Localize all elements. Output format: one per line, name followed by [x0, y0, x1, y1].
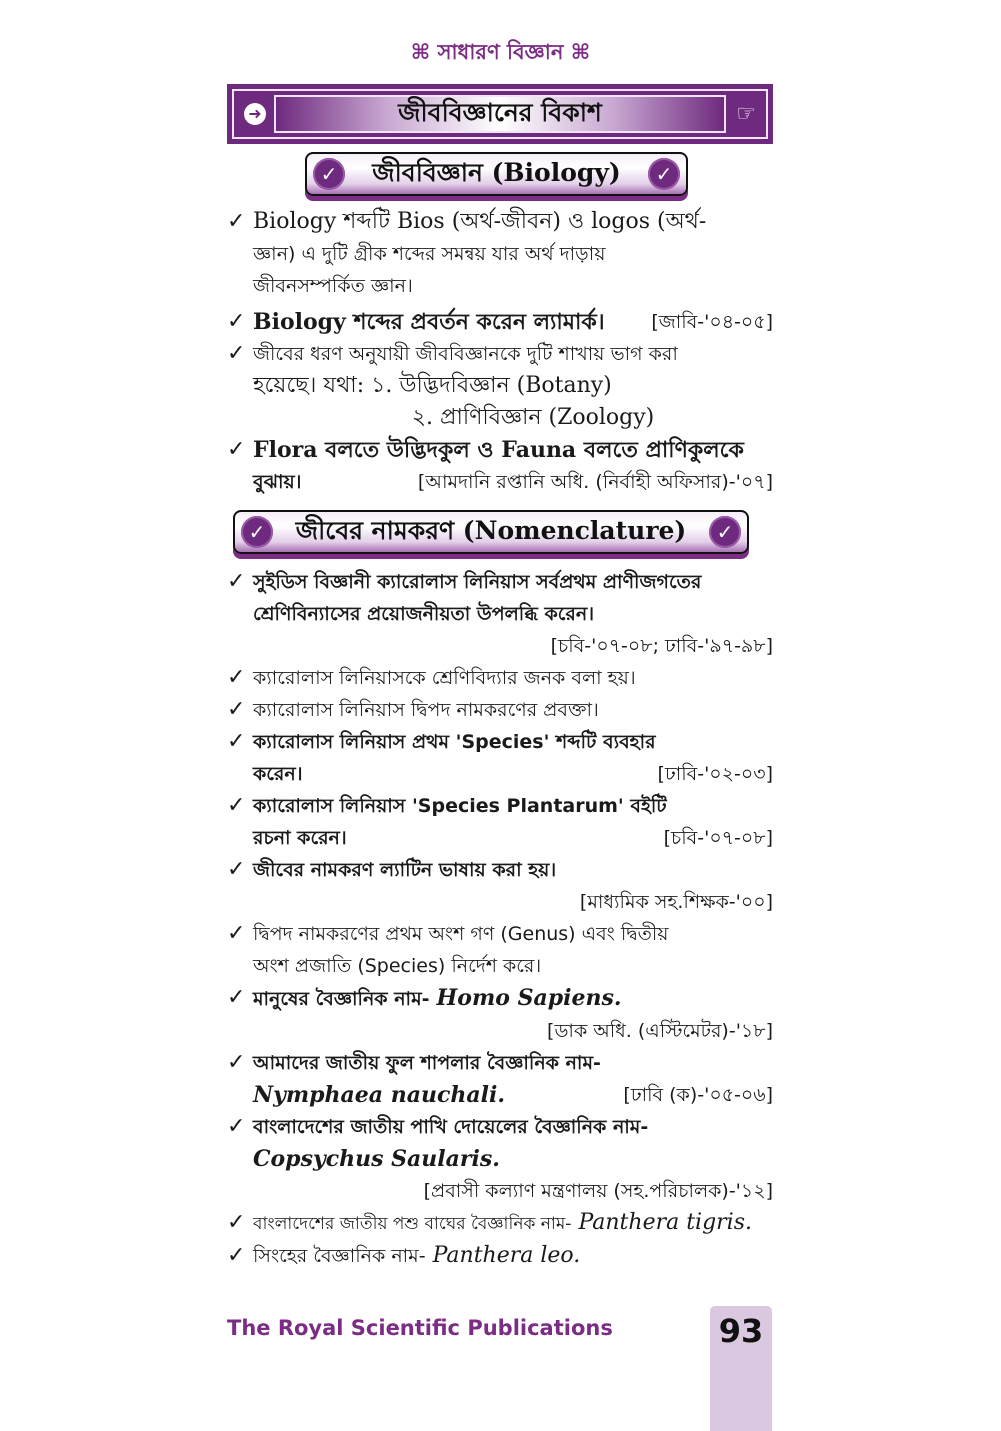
item-line: ক্যারোলাস লিনিয়াস প্রথম 'Species' শব্দটি ব্যবহার [253, 731, 656, 753]
exam-reference: [প্রবাসী কল্যাণ মন্ত্রণালয় (সহ.পরিচালক)-'১২] [423, 1180, 773, 1202]
check-icon: ✓ [227, 1114, 246, 1139]
chapter-title-box [274, 95, 726, 133]
item-line: Flora বলতে উদ্ভিদকুল ও Fauna বলতে প্রাণিকুলকে [253, 437, 744, 463]
check-icon: ✓ [227, 857, 246, 882]
list-item [227, 662, 773, 694]
item-line: জীবনসম্পর্কিত জ্ঞান। [253, 275, 413, 297]
banner-frame [232, 89, 768, 139]
list-item [227, 854, 773, 918]
item-line: জ্ঞান) এ দুটি গ্রীক শব্দের সমন্বয় যার অর্থ দাড়ায় [253, 243, 606, 265]
list-item [227, 338, 773, 434]
check-icon: ✓ [227, 697, 246, 722]
check-icon: ✓ [227, 665, 246, 690]
check-icon: ✓ [227, 1050, 246, 1075]
list-item [227, 982, 773, 1047]
arrow-circle-right-icon: ➜ [244, 103, 266, 125]
item-text: ক্যারোলাস লিনিয়াসকে শ্রেণিবিদ্যার জনক বলা হয়। [253, 667, 636, 689]
item-line: অংশ প্রজাতি (Species) নির্দেশ করে। [253, 955, 542, 977]
item-line: দ্বিপদ নামকরণের প্রথম অংশ গণ (Genus) এবং দ্বিতীয় [253, 923, 669, 945]
scientific-name: Nymphaea nauchali. [253, 1082, 505, 1108]
item-text: বাংলাদেশের জাতীয় পাখি দোয়েলের বৈজ্ঞানিক নাম- [253, 1116, 649, 1138]
list-item [227, 790, 773, 854]
exam-reference: [জাবি-'০৪-০৫] [651, 311, 773, 333]
section-nomenclature-content [227, 566, 773, 1272]
list-item [227, 1111, 773, 1207]
item-line: Biology শব্দটি Bios (অর্থ-জীবন) ও logos (অর্থ- [253, 209, 707, 234]
check-icon: ✓ [227, 793, 246, 818]
exam-reference: [মাধ্যমিক সহ.শিক্ষক-'০০] [579, 891, 773, 913]
item-line: বুঝায়। [253, 471, 302, 493]
exam-reference: [ডাক অধি. (এস্টিমেটর)-'১৮] [547, 1020, 773, 1042]
check-icon: ✓ [227, 341, 246, 366]
list-item [227, 918, 773, 982]
page-number-tab [710, 1306, 772, 1431]
check-circle-icon: ✓ [241, 516, 273, 548]
check-icon: ✓ [227, 985, 246, 1010]
item-line: সুইডিস বিজ্ঞানী ক্যারোলাস লিনিয়াস সর্বপ্রথম প্রাণীজগতের [253, 571, 702, 593]
scientific-name: Homo Sapiens. [436, 985, 622, 1011]
scientific-name: Panthera leo. [432, 1243, 581, 1268]
check-icon: ✓ [227, 1210, 246, 1235]
scientific-name: Panthera tigris. [578, 1210, 753, 1235]
item-text: জীবের নামকরণ ল্যাটিন ভাষায় করা হয়। [253, 859, 557, 881]
check-circle-icon: ✓ [648, 158, 680, 190]
item-line: ২. প্রাণিবিজ্ঞান (Zoology) [411, 405, 655, 430]
section-biology-content [227, 206, 773, 498]
check-circle-icon: ✓ [313, 158, 345, 190]
exam-reference: [চবি-'০৭-০৮; ঢাবি-'৯৭-৯৮] [550, 635, 773, 657]
exam-reference: [ঢাবি-'০২-০৩] [657, 763, 773, 785]
item-line: ক্যারোলাস লিনিয়াস 'Species Plantarum' বইটি [253, 795, 667, 817]
running-head: ⌘ সাধারণ বিজ্ঞান ⌘ [410, 40, 591, 64]
section-header-biology [305, 152, 688, 196]
item-text: বাংলাদেশের জাতীয় পশু বাঘের বৈজ্ঞানিক নাম- [253, 1214, 572, 1234]
check-icon: ✓ [227, 309, 246, 334]
check-icon: ✓ [227, 921, 246, 946]
check-icon: ✓ [227, 569, 246, 594]
section-heading: জীববিজ্ঞান (Biology) [372, 157, 621, 187]
list-item [227, 1240, 773, 1272]
chapter-banner [227, 84, 773, 144]
hand-pointer-right-icon: ☞ [736, 101, 756, 127]
exam-reference: [আমদানি রপ্তানি অধি. (নির্বাহী অফিসার)-'০৭] [417, 471, 773, 493]
publisher-name: The Royal Scientific Publications [227, 1316, 613, 1340]
list-item [227, 726, 773, 790]
check-icon: ✓ [227, 1243, 246, 1268]
check-icon: ✓ [227, 437, 246, 462]
item-line: জীবের ধরণ অনুযায়ী জীববিজ্ঞানকে দুটি শাখায় ভাগ করা [253, 343, 678, 365]
list-item [227, 206, 773, 302]
list-item [227, 1047, 773, 1111]
item-text: ক্যারোলাস লিনিয়াস দ্বিপদ নামকরণের প্রবক্তা। [253, 699, 599, 721]
section-heading: জীবের নামকরণ (Nomenclature) [295, 515, 687, 545]
exam-reference: [চবি-'০৭-০৮] [663, 827, 773, 849]
item-text: Biology শব্দের প্রবর্তন করেন ল্যামার্ক। [253, 309, 605, 335]
item-text: আমাদের জাতীয় ফুল শাপলার বৈজ্ঞানিক নাম- [253, 1052, 601, 1074]
item-line: হয়েছে। যথা: ১. উদ্ভিদবিজ্ঞান (Botany) [253, 373, 612, 398]
list-item [227, 694, 773, 726]
list-item [227, 566, 773, 662]
exam-reference: [ঢাবি (ক)-'০৫-০৬] [623, 1084, 773, 1106]
item-line: করেন। [253, 763, 303, 785]
item-text: মানুষের বৈজ্ঞানিক নাম- [253, 988, 430, 1010]
section-header-nomenclature [233, 510, 749, 554]
list-item [227, 306, 773, 338]
item-text: সিংহের বৈজ্ঞানিক নাম- [253, 1245, 426, 1267]
scientific-name: Copsychus Saularis. [253, 1146, 500, 1172]
item-line: শ্রেণিবিন্যাসের প্রয়োজনীয়তা উপলব্ধি করেন। [253, 603, 594, 625]
item-line: রচনা করেন। [253, 827, 347, 849]
check-circle-icon: ✓ [709, 516, 741, 548]
chapter-title: জীববিজ্ঞানের বিকাশ [398, 97, 602, 127]
list-item [227, 1207, 773, 1240]
list-item [227, 434, 773, 498]
check-icon: ✓ [227, 729, 246, 754]
page-number: 93 [718, 1312, 764, 1350]
check-icon: ✓ [227, 209, 246, 234]
